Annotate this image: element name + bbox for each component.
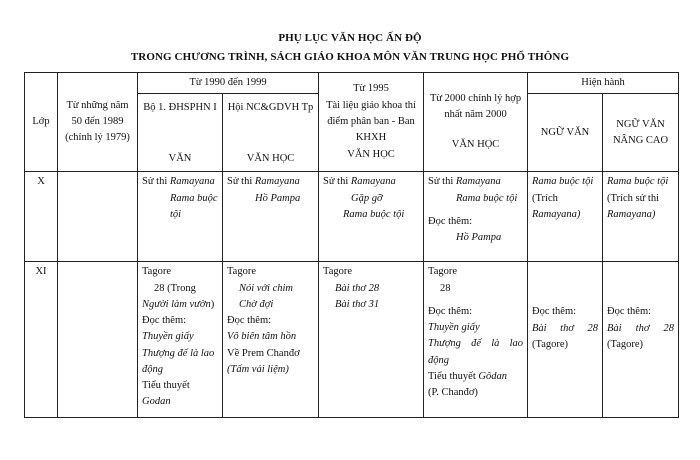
header-row-1 (25, 73, 679, 94)
cell-x-col4: Sử thi Ramayana Gặp gỡ Rama buộc tội (319, 172, 424, 262)
title-line-1: PHỤ LỤC VĂN HỌC ẤN ĐỘ (278, 32, 422, 44)
cell-xi-col7: Đọc thêm: Bài thơ 28 (Tagore) (603, 262, 679, 418)
cell-xi-col3: Tagore Nói với chim Chờ đợi Đọc thêm: Vô biên tâm hồn Về Prem Chanđơ (Tấm vải liệm) (223, 262, 319, 418)
cell-empty (58, 172, 138, 262)
header-col5: Từ 2000 chỉnh lý hợp nhất năm 2000 VĂN HỌC (424, 73, 528, 172)
cell-x-col2: Sử thi Ramayana Rama buộc tội (138, 172, 223, 262)
cell-xi-col2: Tagore 28 (Trong Người làm vườn) Đọc thêm: Thuyền giấy Thượng đế là lao động Tiểu thuyết Godan (138, 262, 223, 418)
row-grade-xi (25, 262, 679, 418)
title-line-2: TRONG CHƯƠNG TRÌNH, SÁCH GIÁO KHOA MÔN VĂN TRUNG HỌC PHỔ THÔNG (130, 51, 570, 63)
header-col4: Từ 1995 Tài liệu giáo khoa thí điểm phân ban - Ban KHXH VĂN HỌC (319, 73, 424, 172)
cell-x-col7: Rama buộc tội (Trích sử thi Ramayana) (603, 172, 679, 262)
cell-xi-col5: Tagore 28 Đọc thêm: Thuyền giấy Thượng đế là lao động Tiểu thuyết Gôdan (P. Chanđơ) (424, 262, 528, 418)
header-col6: NGỮ VĂN (528, 94, 603, 172)
header-group-hienhanh: Hiện hành (528, 73, 679, 94)
cell-empty (58, 262, 138, 418)
row-grade-x (25, 172, 679, 262)
header-col1: Từ những năm 50 đến 1989 (chỉnh lý 1979) (58, 73, 138, 172)
cell-x-col5: Sử thi Ramayana Rama buộc tội Đọc thêm: Hồ Pampa (424, 172, 528, 262)
header-col7: NGỮ VĂN NÂNG CAO (603, 94, 679, 172)
header-col3: Hội NC&GDVH Tp VĂN HỌC (223, 94, 319, 172)
cell-x-col6: Rama buộc tội (Trích Ramayana) (528, 172, 603, 262)
cell-xi-col6: Đọc thêm: Bài thơ 28 (Tagore) (528, 262, 603, 418)
literature-table (24, 72, 679, 418)
cell-x-col3: Sử thi Ramayana Hồ Pampa (223, 172, 319, 262)
grade-cell: X (25, 172, 58, 262)
header-lop: Lớp (25, 73, 58, 172)
cell-xi-col4: Tagore Bài thơ 28 Bài thơ 31 (319, 262, 424, 418)
header-group-1990: Từ 1990 đến 1999 (138, 73, 319, 94)
header-col2: Bộ 1. ĐHSPHN I VĂN (138, 94, 223, 172)
grade-cell: XI (25, 262, 58, 418)
